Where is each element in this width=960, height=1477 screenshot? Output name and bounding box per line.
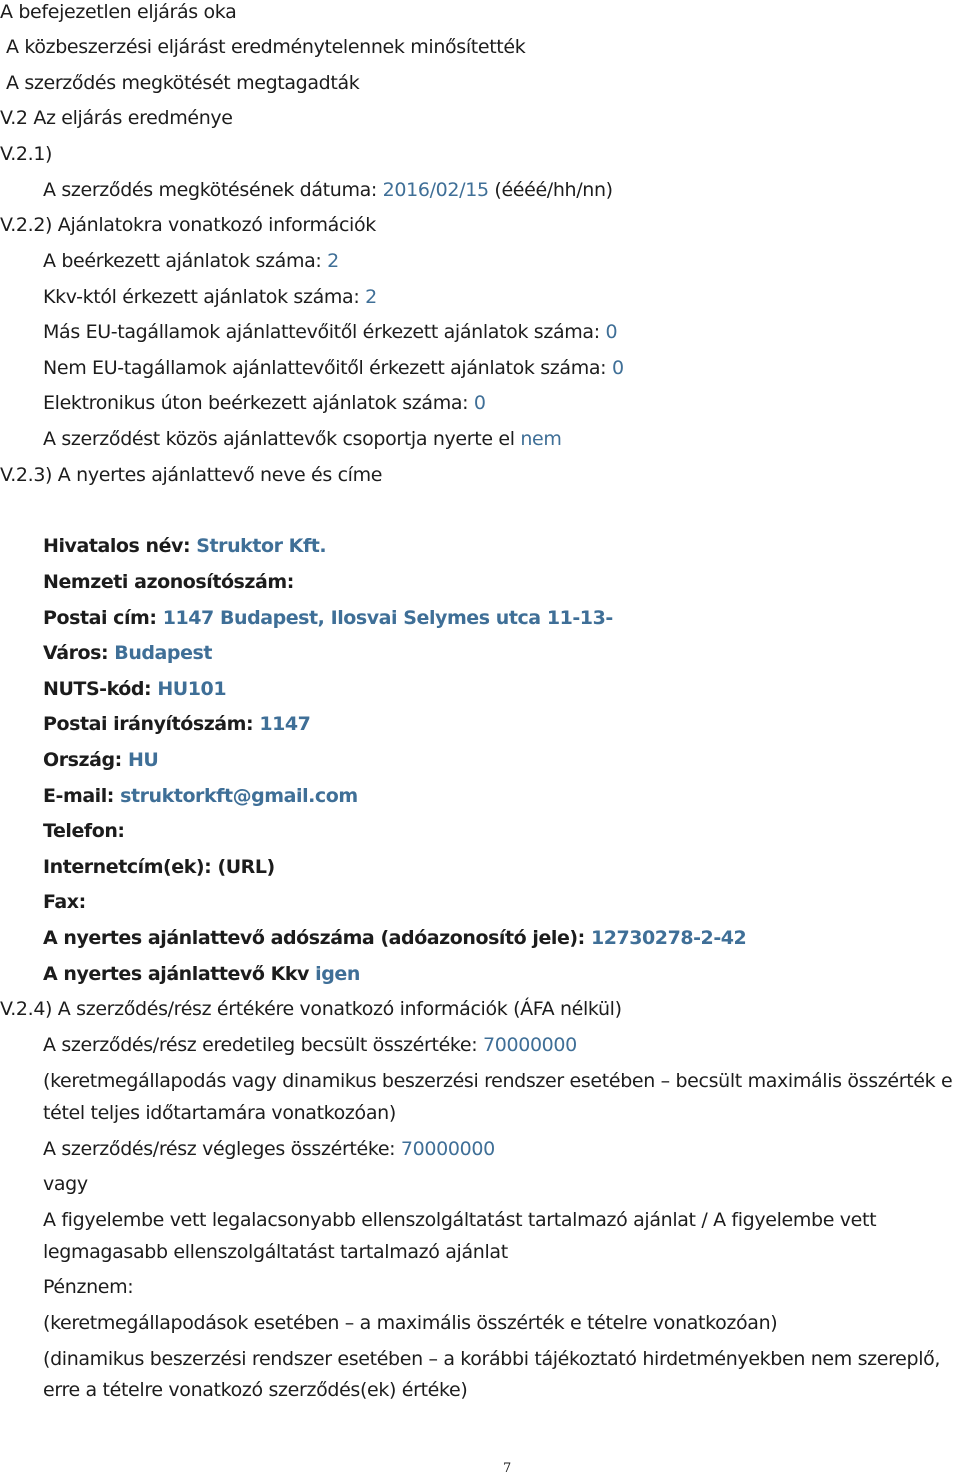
offers-eu-label: Más EU-tagállamok ajánlattevőitől érkezett ajánlatok száma: bbox=[43, 321, 600, 343]
nuts-label: NUTS-kód: bbox=[43, 678, 152, 700]
city-label: Város: bbox=[43, 642, 109, 664]
postal-address-label: Postai cím: bbox=[43, 607, 157, 629]
contract-date-format: (éééé/hh/nn) bbox=[494, 179, 613, 201]
offers-received-row bbox=[43, 249, 339, 273]
official-name-row bbox=[43, 534, 326, 558]
joint-group-value: nem bbox=[520, 428, 562, 450]
dps-note-line-2: erre a tételre vonatkozó szerződés(ek) értéke) bbox=[43, 1379, 468, 1401]
joint-group-label: A szerződést közös ajánlattevők csoportja nyerte el bbox=[43, 428, 515, 450]
offers-eu-row bbox=[43, 320, 617, 344]
currency-label: Pénznem: bbox=[43, 1276, 134, 1298]
page-number: 7 bbox=[503, 1461, 512, 1476]
final-value-row bbox=[43, 1137, 495, 1161]
section-v23-heading: V.2.3) A nyertes ajánlattevő neve és címe bbox=[0, 464, 383, 486]
framework-max-note: (keretmegállapodások esetében – a maximális összérték e tételre vonatkozóan) bbox=[43, 1312, 778, 1334]
contract-date-label: A szerződés megkötésének dátuma: bbox=[43, 179, 377, 201]
offers-noneu-value: 0 bbox=[611, 357, 624, 379]
country-row bbox=[43, 748, 158, 772]
reason-refused: A szerződés megkötését megtagadták bbox=[6, 72, 360, 94]
estimated-value: 70000000 bbox=[482, 1034, 577, 1056]
postcode-row bbox=[43, 712, 310, 736]
offers-electronic-value: 0 bbox=[473, 392, 486, 414]
official-name-value: Struktor Kft. bbox=[196, 535, 327, 557]
winner-sme-label: A nyertes ajánlattevő Kkv bbox=[43, 963, 309, 985]
reason-heading: A befejezetlen eljárás oka bbox=[0, 1, 237, 23]
estimated-value-label: A szerződés/rész eredetileg becsült összértéke: bbox=[43, 1034, 478, 1056]
fax-label: Fax: bbox=[43, 891, 86, 913]
postcode-value: 1147 bbox=[259, 713, 311, 735]
offers-electronic-row bbox=[43, 391, 486, 415]
lowest-highest-line-1: A figyelembe vett legalacsonyabb ellenszolgáltatást tartalmazó ajánlat / A figyelembe vett bbox=[43, 1209, 877, 1231]
offers-received-label: A beérkezett ajánlatok száma: bbox=[43, 250, 322, 272]
nuts-row bbox=[43, 677, 226, 701]
tax-number-label: A nyertes ajánlattevő adószáma (adóazonosító jele): bbox=[43, 927, 585, 949]
dps-note-line-1: (dinamikus beszerzési rendszer esetében – a korábbi tájékoztató hirdetményekben nem szereplő, bbox=[43, 1348, 941, 1370]
postcode-label: Postai irányítószám: bbox=[43, 713, 254, 735]
or-text: vagy bbox=[43, 1173, 88, 1195]
lowest-highest-line-2: legmagasabb ellenszolgáltatást tartalmazó ajánlat bbox=[43, 1241, 508, 1263]
section-v24-heading: V.2.4) A szerződés/rész értékére vonatkozó információk (ÁFA nélkül) bbox=[0, 998, 622, 1020]
postal-address-value: 1147 Budapest, Ilosvai Selymes utca 11-13- bbox=[162, 607, 613, 629]
postal-address-row bbox=[43, 606, 613, 630]
section-v2-heading: V.2 Az eljárás eredménye bbox=[0, 107, 233, 129]
final-value-label: A szerződés/rész végleges összértéke: bbox=[43, 1138, 396, 1160]
offers-electronic-label: Elektronikus úton beérkezett ajánlatok száma: bbox=[43, 392, 469, 414]
framework-note-line-1: (keretmegállapodás vagy dinamikus beszerzési rendszer esetében – becsült maximális összérték e bbox=[43, 1070, 953, 1092]
email-row bbox=[43, 784, 358, 808]
tax-number-value: 12730278-2-42 bbox=[590, 927, 747, 949]
official-name-label: Hivatalos név: bbox=[43, 535, 191, 557]
tax-number-row bbox=[43, 926, 746, 950]
estimated-value-row bbox=[43, 1033, 577, 1057]
offers-sme-label: Kkv-któl érkezett ajánlatok száma: bbox=[43, 286, 360, 308]
city-value: Budapest bbox=[114, 642, 213, 664]
section-v21-heading: V.2.1) bbox=[0, 143, 53, 165]
email-value: struktorkft@gmail.com bbox=[120, 785, 358, 807]
section-v22-heading: V.2.2) Ajánlatokra vonatkozó információk bbox=[0, 214, 376, 236]
country-label: Ország: bbox=[43, 749, 122, 771]
offers-noneu-row bbox=[43, 356, 624, 380]
city-row bbox=[43, 641, 212, 665]
winner-sme-value: igen bbox=[315, 963, 360, 985]
offers-sme-value: 2 bbox=[365, 286, 377, 308]
framework-note-line-2: tétel teljes időtartamára vonatkozóan) bbox=[43, 1102, 396, 1124]
contract-date-value: 2016/02/15 bbox=[382, 179, 489, 201]
offers-received-value: 2 bbox=[327, 250, 339, 272]
nuts-value: HU101 bbox=[157, 678, 227, 700]
email-label: E-mail: bbox=[43, 785, 114, 807]
reason-unsuccessful: A közbeszerzési eljárást eredménytelennek minősítették bbox=[6, 36, 526, 58]
final-value: 70000000 bbox=[400, 1138, 495, 1160]
url-label: Internetcím(ek): (URL) bbox=[43, 856, 275, 878]
winner-sme-row bbox=[43, 962, 360, 986]
joint-group-row bbox=[43, 427, 562, 451]
offers-eu-value: 0 bbox=[605, 321, 618, 343]
country-value: HU bbox=[127, 749, 159, 771]
contract-date-row bbox=[43, 178, 613, 202]
phone-label: Telefon: bbox=[43, 820, 125, 842]
national-id-label: Nemzeti azonosítószám: bbox=[43, 571, 294, 593]
offers-noneu-label: Nem EU-tagállamok ajánlattevőitől érkezett ajánlatok száma: bbox=[43, 357, 607, 379]
offers-sme-row bbox=[43, 285, 377, 309]
